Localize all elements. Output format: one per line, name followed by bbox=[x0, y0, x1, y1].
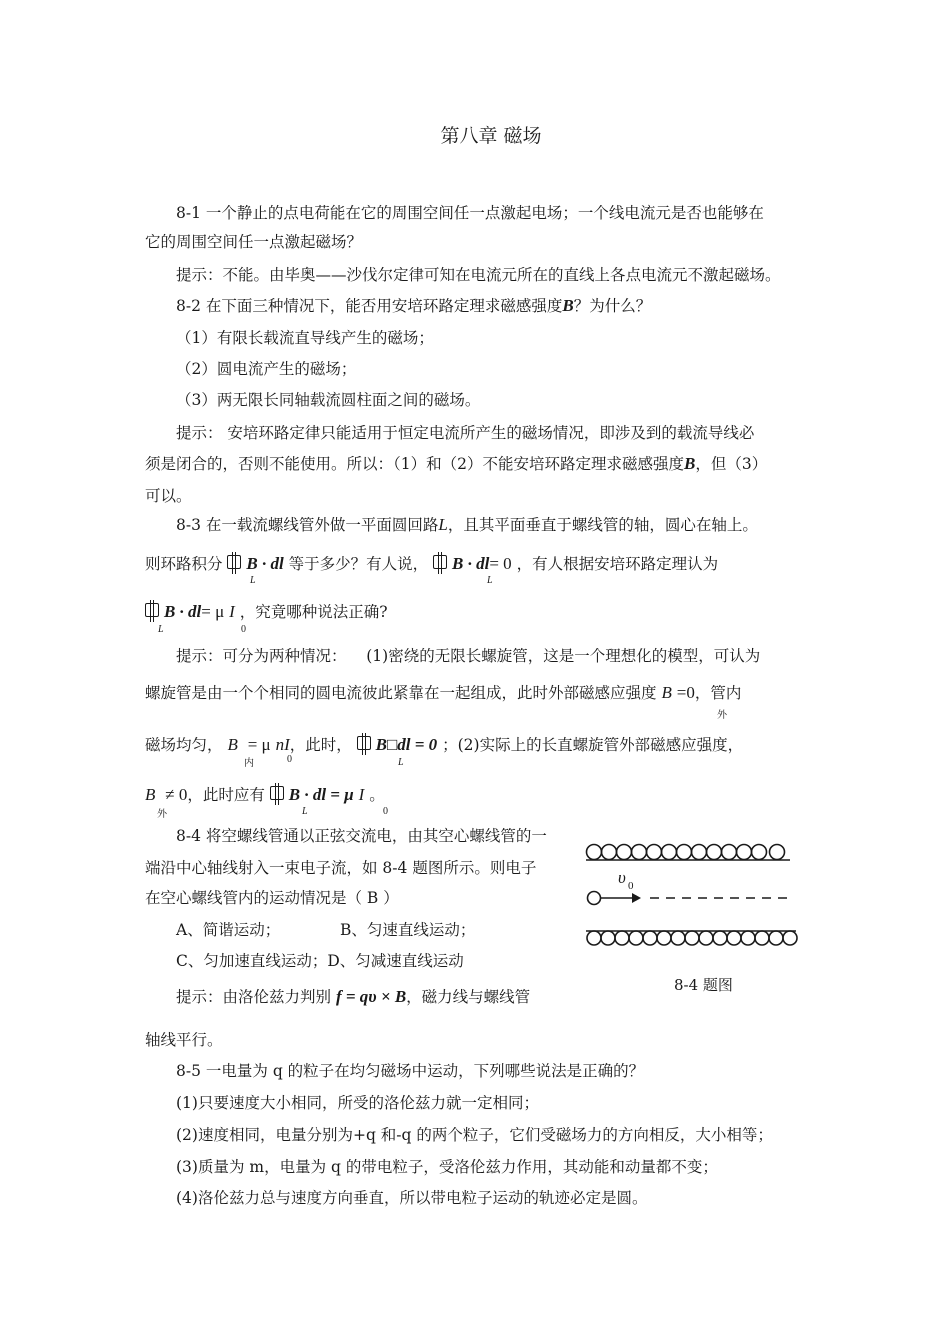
lorentz-force: f = qυ × B bbox=[335, 987, 407, 1006]
q3-hint-i: 。 bbox=[369, 786, 385, 804]
q1-line2: 它的周围空间任一点激起磁场？ bbox=[145, 233, 363, 251]
q3-hint-line4 bbox=[145, 783, 385, 805]
q2-hint-line3: 可以。 bbox=[145, 487, 192, 505]
q5-statement3: (3)质量为 m，电量为 q 的带电粒子，受洛伦兹力作用，其动能和动量都不变； bbox=[176, 1158, 718, 1176]
v0-label: υ bbox=[618, 868, 626, 887]
sub-l: L bbox=[158, 624, 164, 635]
sub-l: L bbox=[302, 806, 308, 817]
q2-line1 bbox=[176, 296, 651, 316]
n-i: nI bbox=[275, 735, 290, 754]
q3-text-c: 则环路积分 bbox=[145, 555, 223, 573]
q4-line1: 8-4 将空螺线管通以正弦交流电，由其空心螺线管的一 bbox=[176, 827, 547, 845]
equals-zero: = 0 bbox=[489, 554, 512, 573]
q3-hint-line1 bbox=[176, 646, 760, 666]
q4-option-b: B、匀速直线运动； bbox=[340, 921, 476, 939]
sub-out: 外 bbox=[157, 809, 167, 820]
b-symbol: B bbox=[227, 735, 238, 754]
q2-item1: （1）有限长载流直导线产生的磁场； bbox=[176, 329, 434, 347]
q5-statement4: (4)洛伦兹力总与速度方向垂直，所以带电粒子运动的轨迹必定是圆。 bbox=[176, 1189, 648, 1207]
sub-l: L bbox=[250, 575, 256, 586]
q5-statement2: (2)速度相同，电量分别为+q 和-q 的两个粒子，它们受磁场力的方向相反，大小相等； bbox=[176, 1126, 773, 1144]
current-i: I bbox=[229, 602, 235, 621]
chapter-title: 第八章 磁场 bbox=[440, 125, 542, 147]
sub-l: L bbox=[487, 575, 493, 586]
q3-hint-h: ，此时应有 bbox=[187, 786, 265, 804]
q3-hint-a: 提示：可分为两种情况： bbox=[176, 647, 347, 665]
sub-zero: 0 bbox=[241, 624, 246, 635]
q3-hint-line3 bbox=[145, 733, 743, 755]
b-symbol: B bbox=[145, 785, 156, 804]
equals-mu: = μ bbox=[247, 735, 271, 754]
l-symbol: L bbox=[438, 515, 448, 534]
q2-text-a: 8-2 在下面三种情况下，能否用安培环路定理求磁感强度 bbox=[176, 297, 563, 315]
electron-icon bbox=[588, 892, 601, 905]
sub-out: 外 bbox=[717, 710, 727, 721]
contour-integral-icon bbox=[227, 552, 241, 574]
q3-text-f: ，究竟哪种说法正确? bbox=[239, 603, 388, 621]
b-out-eq: =0 bbox=[676, 683, 695, 702]
b-dot-dl: B · dl bbox=[246, 554, 284, 573]
q3-line2 bbox=[145, 552, 718, 574]
contour-integral-icon bbox=[145, 600, 159, 622]
q3-hint-e: 磁场均匀， bbox=[145, 736, 223, 754]
q4-hint-b: ，磁力线与螺线管 bbox=[406, 988, 531, 1006]
contour-integral-icon bbox=[433, 552, 447, 574]
sub-zero: 0 bbox=[383, 806, 388, 817]
sub-l: L bbox=[398, 757, 404, 768]
q3-text-b: ，且其平面垂直于螺线管的轴，圆心在轴上。 bbox=[447, 516, 758, 534]
q3-hint-f: ，此时， bbox=[289, 736, 352, 754]
sub-zero: 0 bbox=[287, 754, 292, 765]
q3-hint-d: ，管内 bbox=[694, 684, 742, 702]
b-symbol: B bbox=[683, 454, 696, 473]
q4-line3: 在空心螺线管内的运动情况是（ B ） bbox=[145, 889, 399, 907]
q2-hint-line2 bbox=[145, 454, 767, 474]
bottom-coil-circles bbox=[587, 931, 797, 945]
q2-hint-text-a: 须是闭合的，否则不能使用。所以：（1）和（2）不能安培环路定理求磁感强度 bbox=[145, 455, 684, 473]
figure-caption: 8-4 题图 bbox=[674, 976, 733, 994]
q5-statement1: (1)只要速度大小相同，所受的洛伦兹力就一定相同； bbox=[176, 1094, 539, 1112]
q3-hint-g: ；(2)实际上的长直螺旋管外部磁感应强度， bbox=[442, 736, 744, 754]
contour-integral-icon bbox=[357, 733, 371, 755]
q3-hint-line2 bbox=[145, 683, 741, 703]
q3-hint-c: 螺旋管是由一个个相同的圆电流彼此紧靠在一起组成，此时外部磁感应强度 bbox=[145, 684, 657, 702]
q3-text-d: 等于多少？有人说， bbox=[288, 555, 429, 573]
q4-option-a: A、简谐运动； bbox=[176, 921, 281, 939]
q3-text-a: 8-3 在一载流螺线管外做一平面圆回路 bbox=[176, 516, 439, 534]
current-i: I bbox=[358, 785, 365, 804]
q1-hint: 提示：不能。由毕奥——沙伐尔定律可知在电流元所在的直线上各点电流元不激起磁场。 bbox=[176, 266, 781, 284]
not-equal-zero: ≠ 0 bbox=[165, 785, 188, 804]
equals-mu: = μ bbox=[201, 602, 225, 621]
q4-hint-line1 bbox=[176, 987, 530, 1007]
q3-line3 bbox=[145, 600, 388, 622]
solenoid-figure bbox=[580, 838, 810, 958]
q1-line1: 8-1 一个静止的点电荷能在它的周围空间任一点激起电场；一个线电流元是否也能够在 bbox=[176, 204, 764, 222]
q4-hint-line2: 轴线平行。 bbox=[145, 1031, 223, 1049]
b-dot-dl: B · dl bbox=[452, 554, 490, 573]
q3-hint-b: (1)密绕的无限长螺旋管，这是一个理想化的模型，可认为 bbox=[366, 647, 761, 665]
q2-text-b: ？为什么？ bbox=[573, 297, 652, 315]
q3-line1 bbox=[176, 515, 758, 535]
b-symbol: B bbox=[562, 296, 574, 315]
q2-hint-text-b: ，但（3） bbox=[695, 455, 768, 473]
q4-option-cd: C、匀加速直线运动；D、匀减速直线运动 bbox=[176, 952, 464, 970]
q3-text-e: ，有人根据安培环路定理认为 bbox=[516, 555, 719, 573]
b-symbol: B bbox=[661, 683, 672, 702]
sub-in: 内 bbox=[244, 758, 254, 769]
q5-line1: 8-5 一电量为 q 的粒子在均匀磁场中运动，下列哪些说法是正确的？ bbox=[176, 1062, 645, 1080]
v0-sub: 0 bbox=[628, 880, 634, 892]
q2-hint-line1: 提示： 安培环路定律只能适用于恒定电流所产生的磁场情况，即涉及到的载流导线必 bbox=[176, 424, 755, 442]
arrow-head-icon bbox=[632, 893, 641, 903]
b-dl-zero: B□dl = 0 bbox=[375, 735, 438, 754]
b-dl-mu: B · dl = μ bbox=[288, 785, 354, 804]
b-dot-dl: B · dl bbox=[163, 602, 202, 621]
q2-item3: （3）两无限长同轴载流圆柱面之间的磁场。 bbox=[176, 391, 481, 409]
q2-item2: （2）圆电流产生的磁场； bbox=[176, 360, 357, 378]
q4-line2: 端沿中心轴线射入一束电子流，如 8-4 题图所示。则电子 bbox=[145, 859, 537, 877]
contour-integral-icon bbox=[270, 783, 284, 805]
q4-hint-a: 提示：由洛伦兹力判别 bbox=[176, 988, 332, 1006]
top-coil-circles bbox=[587, 845, 785, 860]
